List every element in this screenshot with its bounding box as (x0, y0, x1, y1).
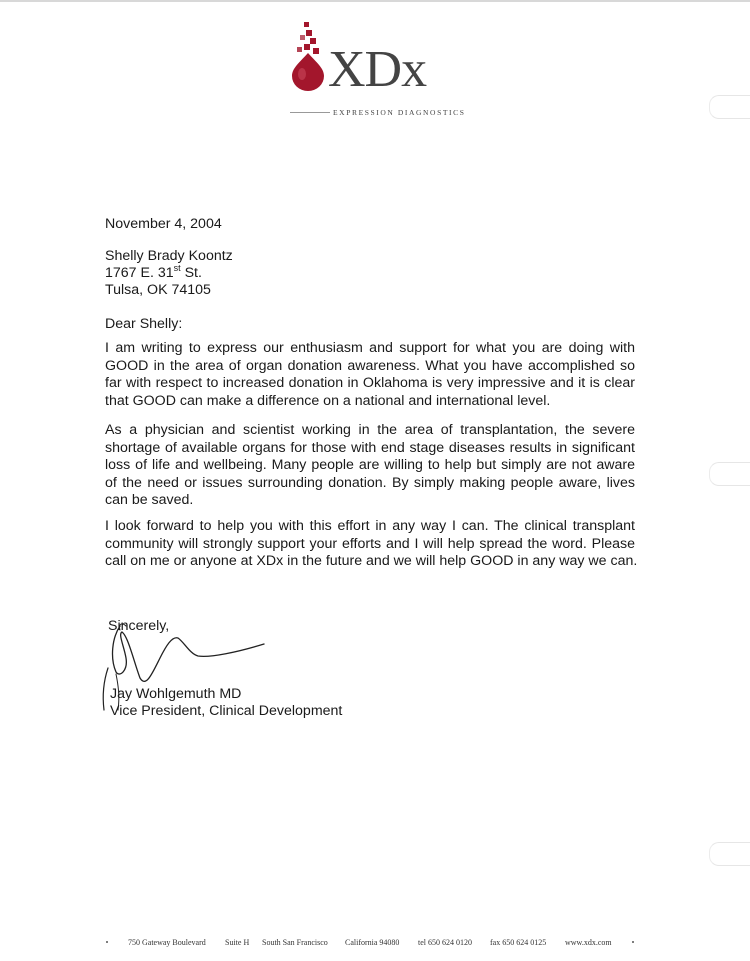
paragraph-line: far with respect to increased donation in Oklahoma is very impressive and it is clear (105, 375, 635, 391)
paragraph-line: As a physician and scientist working in the area of transplantation, the severe (105, 422, 635, 438)
footer-address: 750 Gateway Boulevard (128, 938, 206, 947)
scan-mark (709, 95, 750, 119)
street-number: 1767 E. 31 (105, 265, 174, 281)
footer-city: South San Francisco (262, 938, 328, 947)
paragraph-line: I look forward to help you with this effort in any way I can. The clinical transplant (105, 518, 635, 534)
paragraph-line: of the need or issues surrounding donation. By simply making people aware, lives (105, 474, 635, 491)
recipient-city: Tulsa, OK 74105 (105, 282, 211, 298)
paragraph-line: loss of life and wellbeing. Many people are willing to help but simply are not aware (105, 457, 635, 473)
paragraph-line: call on me or anyone at XDx in the future and we will help GOOD in any way we can. (105, 553, 638, 569)
footer-state-zip: California 94080 (345, 938, 400, 947)
paragraph-line: I am writing to express our enthusiasm and support for what you are doing with (105, 340, 635, 356)
logo-underline (290, 112, 330, 113)
blood-drop-logo-icon (286, 22, 334, 94)
street-ordinal: st (173, 263, 181, 273)
recipient-name: Shelly Brady Koontz (105, 248, 233, 264)
recipient-street (105, 265, 202, 282)
paragraph-line: GOOD in the area of organ donation awareness. What you have accomplished so (105, 357, 635, 374)
page-top-edge (0, 0, 750, 2)
letter-date: November 4, 2004 (105, 216, 222, 232)
footer-bullet (106, 941, 108, 943)
footer-fax: fax 650 624 0125 (490, 938, 547, 947)
paragraph-line: that GOOD can make a difference on a national and international level. (105, 392, 551, 409)
footer-suite: Suite H (225, 938, 250, 947)
paragraph-line: community will strongly support your efforts and I will help spread the word. Please (105, 535, 635, 552)
company-logo (286, 22, 466, 117)
body-paragraph-3 (105, 518, 638, 571)
closing: Sincerely, (108, 618, 170, 634)
footer-bullet (632, 941, 634, 943)
logo-wordmark: XDx (328, 41, 427, 98)
signer-name: Jay Wohlgemuth MD (110, 686, 242, 702)
body-paragraph-2 (105, 422, 635, 510)
logo-tagline: EXPRESSION DIAGNOSTICS (333, 108, 466, 117)
footer-web: www.xdx.com (565, 938, 612, 947)
body-paragraph-1 (105, 340, 635, 410)
paragraph-line: can be saved. (105, 492, 194, 508)
signer-title: Vice President, Clinical Development (110, 703, 343, 719)
scan-mark (709, 462, 750, 486)
footer-tel: tel 650 624 0120 (418, 938, 472, 947)
scan-mark (709, 842, 750, 866)
salutation: Dear Shelly: (105, 316, 183, 332)
street-suffix: St. (180, 265, 202, 281)
paragraph-line: shortage of available organs for those with end stage diseases results in significant (105, 439, 635, 456)
